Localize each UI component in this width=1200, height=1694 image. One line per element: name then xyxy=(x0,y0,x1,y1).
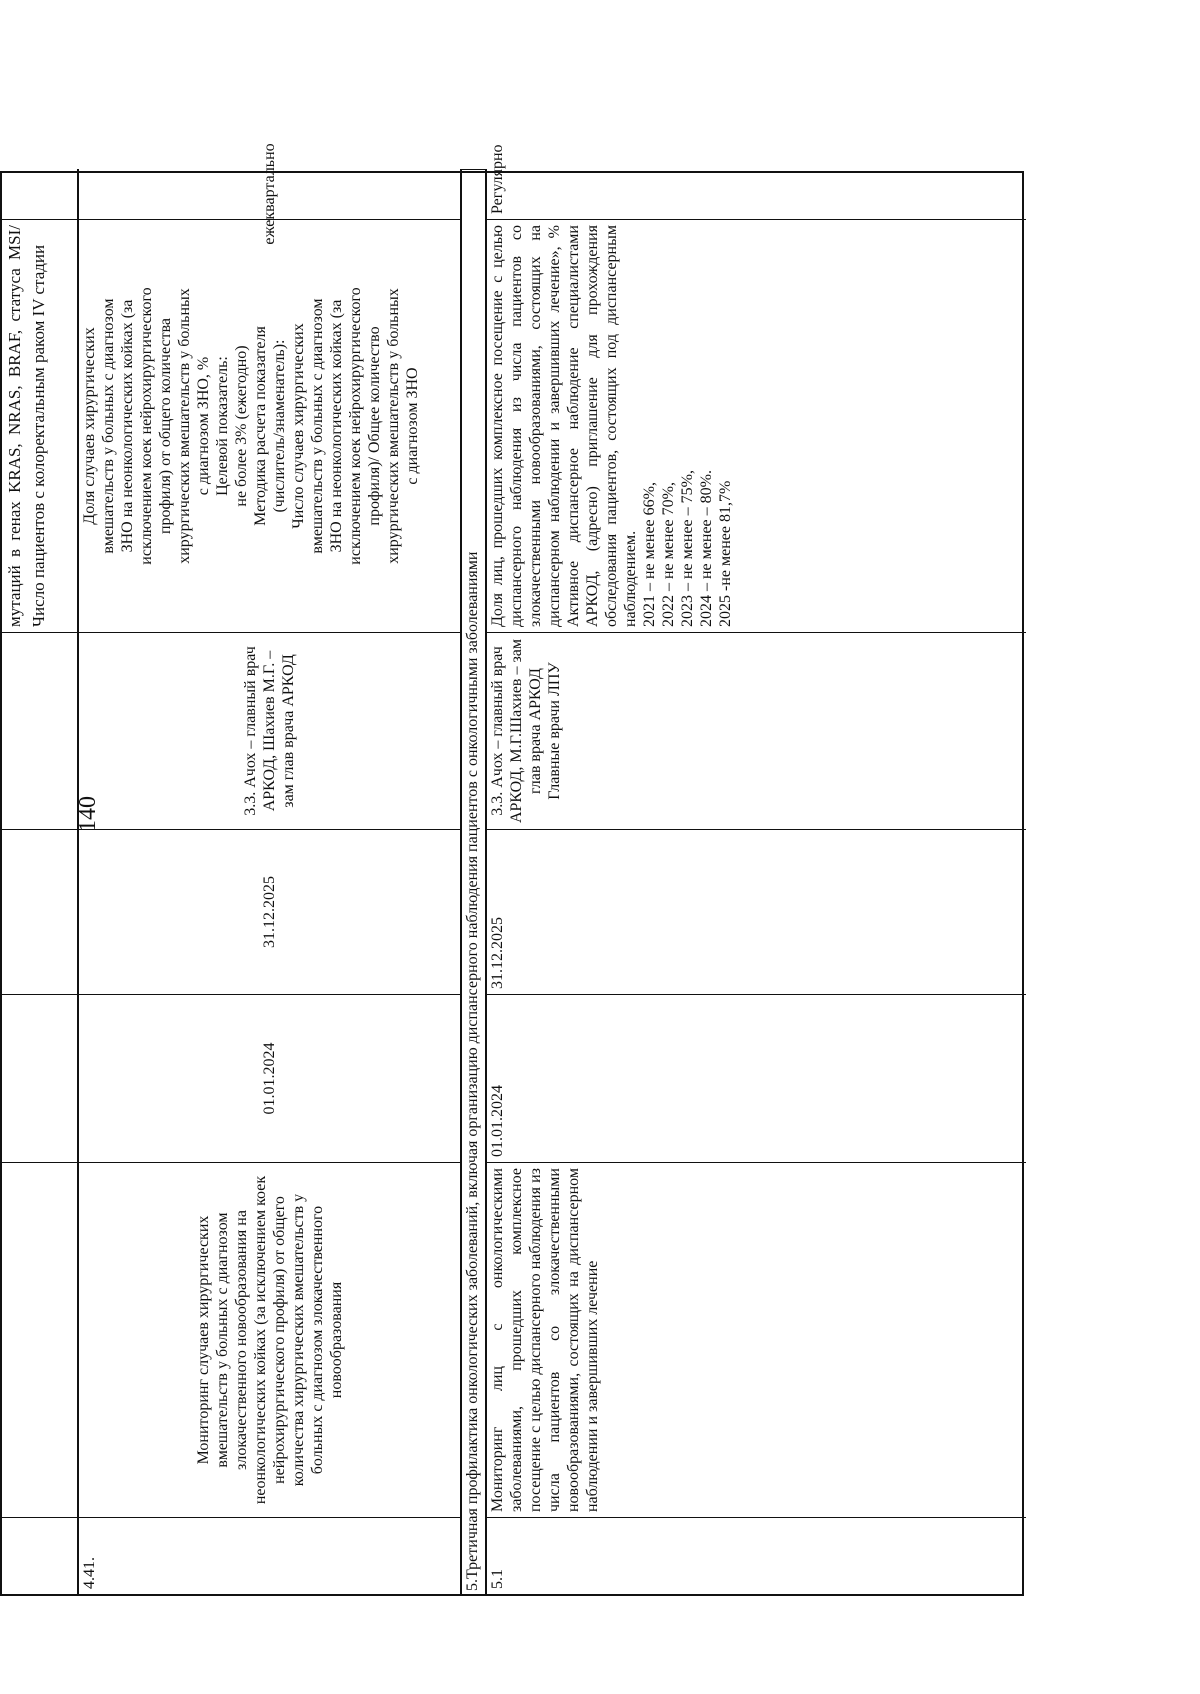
row-441-indicator-line: исключением коек нейрохирургического xyxy=(138,287,155,565)
row-51-end-date: 31.12.2025 xyxy=(487,829,1026,994)
row-441-indicator-line: вмешательств у больных с диагнозом xyxy=(100,298,117,554)
prev-start-cell xyxy=(2,994,79,1162)
row-51-target-line: 2022 – не менее 70%, xyxy=(660,482,677,627)
row-441-indicator-line: ЗНО на неонкологических койках (за xyxy=(119,299,136,553)
row-51-target-line: 2021 – не менее 66%, xyxy=(641,482,658,627)
row-441-indicator-line: профиля)/ Общее количество xyxy=(366,326,383,526)
row-441-responsible: 3.3. Ачох – главный врач АРКОД, Шахиев М.Г. – зам глав врача АРКОД xyxy=(79,632,461,829)
row-51-target-line: 2025 -не менее 81,7% xyxy=(717,480,734,627)
prev-num-cell xyxy=(2,1517,79,1594)
row-51-frequency: Регулярно xyxy=(489,144,506,214)
prev-frequency-cell xyxy=(2,169,79,219)
prev-activity-cell xyxy=(2,1162,79,1517)
row-441-indicator-line: Методика расчета показателя xyxy=(252,326,269,526)
row-51-responsible: 3.3. Ачох – главный врач АРКОД, М.Г.Шахиев – зам глав врача АРКОД Главные врачи ЛПУ xyxy=(487,632,1026,829)
row-441-frequency: ежеквартально xyxy=(79,169,461,219)
prev-responsible-cell xyxy=(2,632,79,829)
row-51-activity: Мониторинг лиц с онкологическими заболеваниями, прошедших комплексное посещение с целью диспансерного наблюдения из числа пациентов со злокачественными новообразованиями, состоящих на диспансерном наблюдении и завершивших лечение xyxy=(487,1162,1026,1517)
row-441-indicator-line: вмешательств у больных с диагнозом xyxy=(309,298,326,554)
row-51-targets xyxy=(640,225,735,627)
row-441-end-date: 31.12.2025 xyxy=(79,829,461,994)
row-441-indicator xyxy=(79,219,461,632)
row-51-target-line: 2023 – не менее – 75%, xyxy=(679,470,696,627)
row-441-indicator-line: исключением коек нейрохирургического xyxy=(347,287,364,565)
row-441-indicator-lines xyxy=(80,225,422,627)
row-441-indicator-line: Число случаев хирургических xyxy=(290,323,307,529)
row-51-indicator-text: Доля лиц, прошедших комплексное посещение с целью диспансерного наблюдения из числа пациентов со злокачественными новообразованиями, состоящих на диспансерном наблюдении и завершивших лечение», % Активное диспансерное наблюдение специалистами АРКОД, (адресно) приглашение для прохождения обследования пациентов, состоящих под диспансерным наблюдением. xyxy=(489,225,639,627)
row-51-indicator xyxy=(487,219,1026,632)
row-441-number: 4.41. xyxy=(79,1517,461,1594)
rotated-table-wrapper xyxy=(0,143,1024,1596)
row-441-activity: Мониторинг случаев хирургических вмешательств у больных с диагнозом злокачественного новообразования на неонкологических койках (за исключением коек нейрохирургического профиля) от общего количества хирургических вмешательств у больных с диагнозом злокачественного новообразования xyxy=(79,1162,461,1517)
row-441-indicator-line: профиля) от общего количества xyxy=(157,317,174,535)
row-51-number: 5.1 xyxy=(487,1517,1026,1594)
page-number: 140 xyxy=(75,796,101,832)
row-441-indicator-line: с диагнозом ЗНО xyxy=(404,367,421,485)
row-441-indicator-line: ЗНО на неонкологических койках (за xyxy=(328,299,345,553)
row-441-indicator-line: Доля случаев хирургических xyxy=(81,327,98,525)
prev-indicator-cell: мутаций в генах KRAS, NRAS, BRAF, статуса MSI/ Число пациентов с колоректальным раком IV стадии xyxy=(2,219,79,632)
row-441-start-date: 01.01.2024 xyxy=(79,994,461,1162)
row-441-indicator-line: хирургических вмешательств у больных xyxy=(385,288,402,564)
row-51-target-line: 2024 – не менее – 80%. xyxy=(698,470,715,627)
row-441-indicator-line: хирургических вмешательств у больных xyxy=(176,288,193,564)
prev-end-cell xyxy=(2,829,79,994)
row-441-indicator-line: не более 3% (ежегодно) xyxy=(233,345,250,507)
row-441-indicator-line: с диагнозом ЗНО, % xyxy=(195,356,212,496)
section-heading-5: 5.Третичная профилактика онкологических заболеваний, включая организацию диспансерного наблюдения пациентов с онкологичными заболеваниями xyxy=(461,169,487,1594)
row-51-start-date: 01.01.2024 xyxy=(487,994,1026,1162)
plan-table xyxy=(0,143,1024,1596)
row-441-indicator-line: (числитель/знаменатель): xyxy=(271,339,288,513)
row-441-indicator-line: Целевой показатель: xyxy=(214,356,231,496)
